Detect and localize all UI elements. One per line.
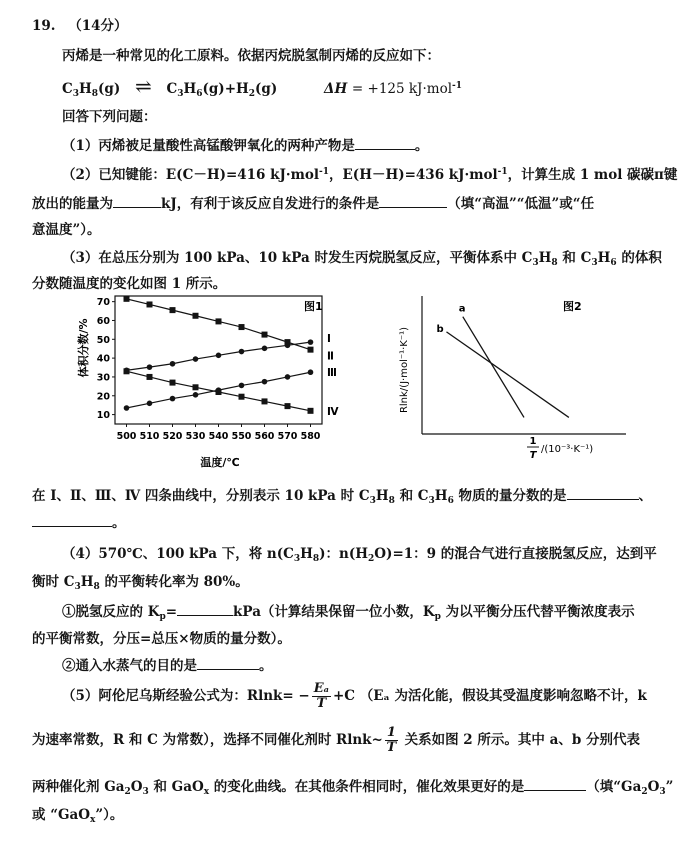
figure1-point [239, 383, 245, 389]
figure1-y-tick-label: 20 [96, 391, 110, 403]
part4-line2: 衡时 $C_3H_8$ 的平衡转化率为 80%。 [32, 574, 249, 592]
figure1-point [193, 356, 199, 362]
part3-question-line2: 。 [32, 511, 126, 531]
part2-line2: 放出的能量为 kJ，有利于该反应自发进行的条件是 （填“高温”“低温”或“任 [32, 196, 595, 212]
figure1-point [262, 379, 268, 385]
part3-line2: 分数随温度的变化如图 1 所示。 [32, 276, 227, 292]
figure1-curve-label: Ⅳ [327, 405, 339, 418]
question-header [32, 14, 128, 34]
part1-question: （1）丙烯被足量酸性高锰酸钾氧化的两种产物是 。 [62, 138, 429, 154]
figure1-point [147, 374, 153, 380]
figure1-point [308, 347, 314, 353]
figure1-x-tick-label: 560 [254, 431, 275, 442]
figure1-y-tick-label: 70 [96, 297, 110, 309]
figure2-xlabel-num: 1 [529, 436, 537, 447]
figure1-marks [124, 296, 340, 418]
question-intro: 丙烯是一种常见的化工原料。依据丙烷脱氢制丙烯的反应如下： [62, 48, 440, 64]
part4-q2: ②通入水蒸气的目的是 。 [62, 658, 273, 674]
part2-line3: 意温度”）。 [32, 222, 101, 238]
part4-q1-line2: 的平衡常数，分压=总压×物质的量分数）。 [32, 631, 291, 647]
figure2-xlabel-unit: /(10⁻³·K⁻¹) [541, 444, 594, 455]
figure1-point [262, 398, 268, 404]
figure2-line-label: b [436, 323, 444, 335]
figure1-curve-label: Ⅲ [327, 367, 337, 380]
figure1-point [239, 349, 245, 355]
figure1-point [147, 364, 153, 370]
figure1-axes [97, 296, 322, 442]
figure1-point [262, 332, 268, 338]
part2-line1: （2）已知键能：E(C－H)=416 kJ·mol$^{-1}$，E(H－H)=436 kJ·mol$^{-1}$，计算生成 1 mol 碳碳π键 [62, 167, 678, 183]
part3-line1: （3）在总压分别为 100 kPa、10 kPa 时发生丙烷脱氢反应，平衡体系中 $C_3H_8$ 和 $C_3H_6$ 的体积 [62, 250, 662, 268]
answer-prompt: 回答下列问题： [62, 109, 157, 125]
figure1-x-tick-label: 530 [185, 431, 206, 442]
figure1-y-tick-label: 60 [96, 315, 110, 327]
figure1-curve-label: Ⅰ [327, 333, 331, 346]
part5-line1: （5）阿伦尼乌斯经验公式为：Rlnk= − $\frac{\text{Eₐ}}{T}$ +C （Eₐ 为活化能，假设其受温度影响忽略不计，k [62, 681, 647, 711]
part3-answer-blank1[interactable] [567, 487, 639, 500]
part5-fraction-ea-over-t: $\frac{\text{Eₐ}}{T}$ [313, 681, 329, 711]
figure1-x-tick-label: 510 [139, 431, 160, 442]
figure1-point [239, 324, 245, 330]
part5-catalyst-blank[interactable] [524, 778, 586, 791]
part1-answer-blank[interactable] [355, 137, 415, 150]
figure1-x-tick-label: 580 [300, 431, 321, 442]
figure1-point [308, 369, 314, 375]
enthalpy-label: ΔH [323, 81, 348, 97]
figure2-line-b [446, 332, 568, 418]
figure1-x-tick-label: 550 [231, 431, 252, 442]
figure1-point [239, 394, 245, 400]
figure1-point [193, 392, 199, 398]
figure1-x-tick-label: 500 [116, 431, 137, 442]
figure2-title: 图2 [563, 300, 582, 313]
figure1-point [170, 380, 176, 386]
figure1-x-tick-label: 540 [208, 431, 229, 442]
figure1-title: 图1 [304, 300, 323, 313]
figure1-point [308, 408, 314, 414]
figure1-y-tick-label: 10 [96, 410, 110, 422]
figure1-point [147, 301, 153, 307]
part4-q1: ①脱氢反应的 $K_p= kPa$（计算结果保留一位小数，$K_p$ 为以平衡分压代替平衡浓度表示 [62, 604, 635, 622]
equilibrium-arrow: ⇌ [134, 74, 152, 98]
figure2-axes [422, 296, 626, 434]
figure1-x-tick-label: 570 [277, 431, 298, 442]
part3-answer-blank2[interactable] [32, 514, 112, 527]
figure1-point [285, 339, 291, 345]
question-number: 19. [32, 18, 56, 34]
figure2-line-label: a [458, 303, 466, 315]
figure1-y-tick-label: 40 [96, 353, 110, 365]
figure1-point [285, 403, 291, 409]
figure1-point [216, 389, 222, 395]
part2-condition-blank[interactable] [379, 195, 447, 208]
figure2-xlabel-den: T [529, 450, 537, 461]
figure2-marks [436, 304, 568, 418]
figure1-frame [115, 296, 322, 424]
figure1-point [170, 396, 176, 402]
part3-question: 在 Ⅰ、Ⅱ、Ⅲ、Ⅳ 四条曲线中，分别表示 10 kPa 时 $C_3H_8$ 和 $C_3H_6$ 物质的量分数的是 、 [32, 488, 653, 506]
reaction-equation: $C_3H_8(g)$ ⇌ $C_3H_6(g)+H_2(g) \Delta H = +125$ kJ·mol$^{-1}$ [62, 74, 463, 99]
enthalpy-value: = +125 kJ·mol [351, 81, 453, 97]
figure1-chart [60, 288, 350, 473]
figure1-point [262, 346, 268, 352]
figure1-point [170, 361, 176, 367]
part5-line4: 或 “GaO$_x$”）。 [32, 807, 124, 825]
figure1-point [216, 318, 222, 324]
figure2-line-a [463, 317, 524, 418]
figure2-ylabel: Rlnk/(J·mol⁻¹·K⁻¹) [399, 326, 410, 414]
figure1-point [170, 307, 176, 313]
part4-line1: （4）570℃、100 kPa 下，将 $n(C_3H_8)$：$n(H_2O)=1$：9 的混合气进行直接脱氢反应，达到平 [62, 546, 657, 564]
figure1-xlabel: 温度/℃ [200, 456, 240, 469]
part5-line2: 为速率常数，R 和 C 为常数），选择不同催化剂时 Rlnk~ $\frac{1}{T}$ 关系如图 2 所示。其中 a、b 分别代表 [32, 725, 640, 755]
part5-fraction-one-over-t: $\frac{1}{T}$ [386, 725, 397, 755]
part4-kp-blank[interactable] [177, 603, 233, 616]
figure1-point [193, 313, 199, 319]
figure1-point [124, 405, 130, 411]
figure1-point [308, 339, 314, 345]
figure1-ylabel: 体积分数/% [77, 318, 90, 378]
figure1-point [124, 368, 130, 374]
question-score: （14分） [68, 18, 128, 34]
figure1-point [124, 296, 130, 302]
figure1-point [216, 352, 222, 358]
figure1-curve-label: Ⅱ [327, 350, 334, 363]
part5-line3: 两种催化剂 $Ga_2O_3$ 和 GaO$_x$ 的变化曲线。在其他条件相同时，催化效果更好的是 （填“$Ga_2O_3$” [32, 779, 674, 797]
part2-energy-blank[interactable] [113, 195, 161, 208]
figure1-y-tick-label: 50 [96, 334, 110, 346]
figure1-point [147, 400, 153, 406]
figure2-chart [388, 288, 648, 473]
figure1-y-tick-label: 30 [96, 372, 110, 384]
figure1-x-tick-label: 520 [162, 431, 183, 442]
figure1-point [193, 384, 199, 390]
figure1-point [285, 374, 291, 380]
part4-steam-blank[interactable] [197, 657, 259, 670]
